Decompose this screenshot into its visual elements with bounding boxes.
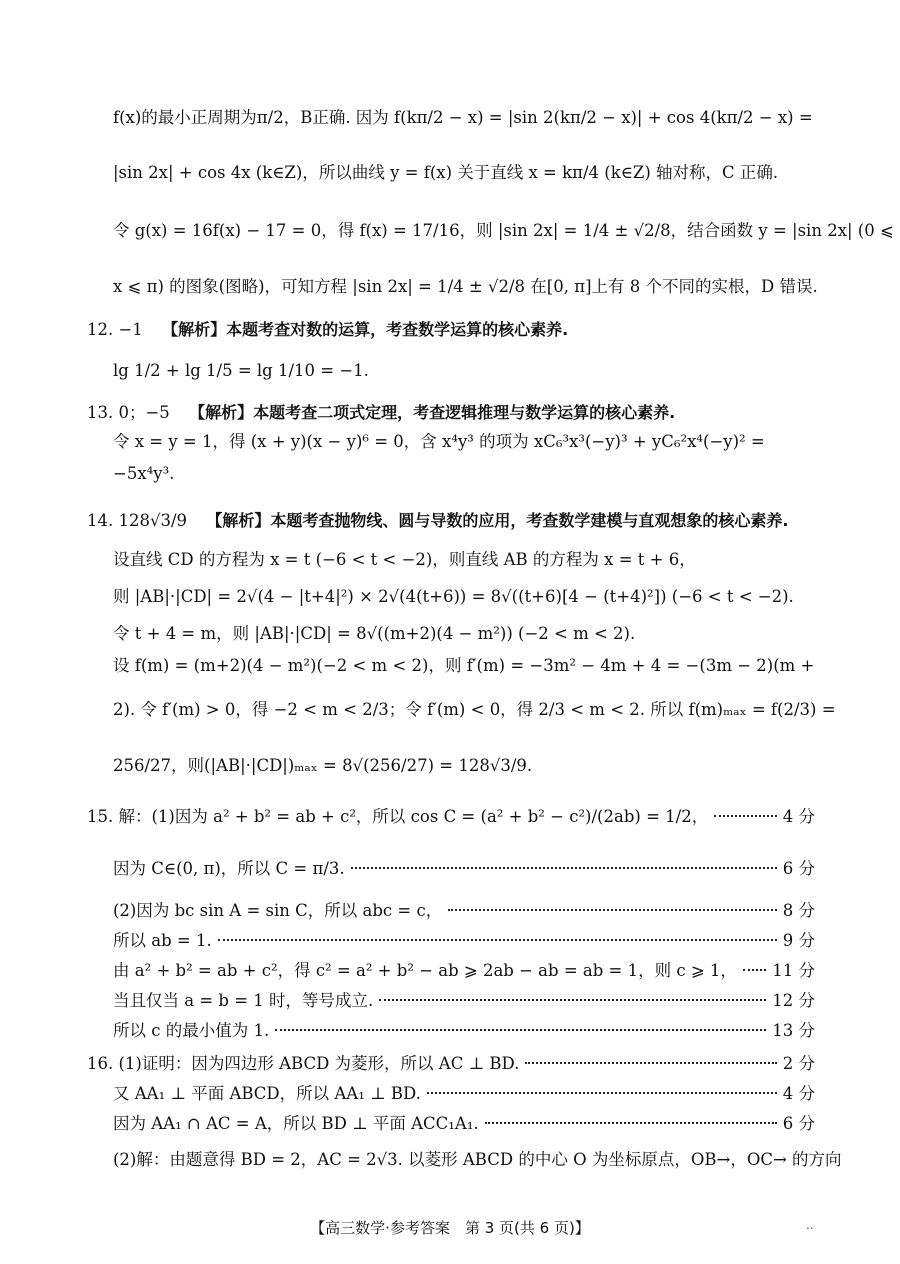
- text-line: 令 t + 4 = m，则 |AB|·|CD| = 8√((m+2)(4 − m²)) (−2 < m < 2).: [113, 624, 636, 643]
- question-number: 13. 0；−5: [87, 403, 170, 422]
- dot-leader: [379, 999, 766, 1001]
- page-footer: [0, 1217, 900, 1238]
- text-line: lg 1/2 + lg 1/5 = lg 1/10 = −1.: [113, 361, 369, 380]
- score-row: [87, 1053, 815, 1075]
- text-line: 设 f(m) = (m+2)(4 − m²)(−2 < m < 2)，则 f′(m) = −3m² − 4m + 4 = −(3m − 2)(m +: [113, 656, 815, 675]
- score-row: [113, 1020, 815, 1042]
- score-row: [87, 806, 815, 828]
- score-row: [113, 990, 815, 1012]
- step-points: 11 分: [772, 961, 815, 980]
- text-line: f(x)的最小正周期为π/2，B正确. 因为 f(kπ/2 − x) = |sin 2(kπ/2 − x)| + cos 4(kπ/2 − x) =: [113, 108, 813, 127]
- step-points: 2 分: [782, 1054, 815, 1073]
- step-text: 当且仅当 a = b = 1 时，等号成立.: [113, 991, 374, 1010]
- footer-text: 【高三数学·参考答案 第 3 页(共 6 页)】: [310, 1219, 590, 1237]
- text-line: 2). 令 f′(m) > 0，得 −2 < m < 2/3；令 f′(m) < 0，得 2/3 < m < 2. 所以 f(m)ₘₐₓ = f(2/3) =: [113, 700, 836, 719]
- analysis-tag: 【解析】本题考查二项式定理，考查逻辑推理与数学运算的核心素养.: [189, 403, 676, 422]
- step-text: 由 a² + b² = ab + c²，得 c² = a² + b² − ab ⩾ 2ab − ab = ab = 1，则 c ⩾ 1，: [113, 961, 737, 980]
- step-text: 15. 解：(1)因为 a² + b² = ab + c²，所以 cos C = (a² + b² − c²)/(2ab) = 1/2，: [87, 807, 709, 826]
- dot-leader: [525, 1062, 776, 1064]
- question-12-header: [87, 319, 568, 341]
- text-line: x ⩽ π) 的图象(图略)，可知方程 |sin 2x| = 1/4 ± √2/8 在[0, π]上有 8 个不同的实根，D 错误.: [113, 277, 818, 296]
- score-row: [113, 1113, 815, 1135]
- text-line: |sin 2x| + cos 4x (k∈Z)，所以曲线 y = f(x) 关于直线 x = kπ/4 (k∈Z) 轴对称，C 正确.: [113, 163, 779, 182]
- score-row: [113, 960, 815, 982]
- dot-leader: [714, 815, 777, 817]
- text-line: (2)解：由题意得 BD = 2，AC = 2√3. 以菱形 ABCD 的中心 O 为坐标原点，OB→，OC→ 的方向: [113, 1150, 842, 1169]
- dot-leader: [485, 1122, 777, 1124]
- question-13-header: [87, 402, 675, 424]
- dot-leader: [218, 939, 777, 941]
- text-line: 令 x = y = 1，得 (x + y)(x − y)⁶ = 0，含 x⁴y³ 的项为 xC₆³x³(−y)³ + yC₆²x⁴(−y)² =: [113, 432, 765, 451]
- text-line: 256/27，则(|AB|·|CD|)ₘₐₓ = 8√(256/27) = 128√3/9.: [113, 756, 533, 775]
- step-points: 6 分: [782, 859, 815, 878]
- text-line: 令 g(x) = 16f(x) − 17 = 0，得 f(x) = 17/16，则 |sin 2x| = 1/4 ± √2/8，结合函数 y = |sin 2x| (0 ⩽: [113, 221, 894, 240]
- dot-leader: [351, 867, 777, 869]
- analysis-tag: 【解析】本题考查对数的运算，考查数学运算的核心素养.: [162, 320, 569, 339]
- corner-mark: ..: [806, 1218, 814, 1232]
- score-row: [113, 930, 815, 952]
- step-text: 所以 ab = 1.: [113, 931, 212, 950]
- step-points: 6 分: [782, 1114, 815, 1133]
- step-points: 12 分: [772, 991, 815, 1010]
- step-text: 16. (1)证明：因为四边形 ABCD 为菱形，所以 AC ⊥ BD.: [87, 1054, 520, 1073]
- step-points: 4 分: [782, 1084, 815, 1103]
- dot-leader: [427, 1092, 777, 1094]
- score-row: [113, 900, 815, 922]
- step-points: 4 分: [782, 807, 815, 826]
- question-number: 12. −1: [87, 320, 143, 339]
- text-line: 则 |AB|·|CD| = 2√(4 − |t+4|²) × 2√(4(t+6)) = 8√((t+6)[4 − (t+4)²]) (−6 < t < −2).: [113, 587, 794, 606]
- text-line: 设直线 CD 的方程为 x = t (−6 < t < −2)，则直线 AB 的方程为 x = t + 6，: [113, 550, 696, 569]
- dot-leader: [743, 969, 766, 971]
- step-points: 9 分: [782, 931, 815, 950]
- question-14-header: [87, 510, 788, 532]
- step-text: 因为 C∈(0, π)，所以 C = π/3.: [113, 859, 345, 878]
- text-line: −5x⁴y³.: [113, 464, 175, 483]
- step-points: 13 分: [772, 1021, 815, 1040]
- score-row: [113, 1083, 815, 1105]
- step-text: 又 AA₁ ⊥ 平面 ABCD，所以 AA₁ ⊥ BD.: [113, 1084, 421, 1103]
- step-text: 所以 c 的最小值为 1.: [113, 1021, 270, 1040]
- step-text: (2)因为 bc sin A = sin C，所以 abc = c，: [113, 901, 443, 920]
- score-row: [113, 858, 815, 880]
- step-text: 因为 AA₁ ∩ AC = A，所以 BD ⊥ 平面 ACC₁A₁.: [113, 1114, 479, 1133]
- dot-leader: [275, 1029, 766, 1031]
- step-points: 8 分: [782, 901, 815, 920]
- dot-leader: [448, 909, 777, 911]
- analysis-tag: 【解析】本题考查抛物线、圆与导数的应用，考查数学建模与直观想象的核心素养.: [206, 511, 789, 530]
- question-number: 14. 128√3/9: [87, 511, 188, 530]
